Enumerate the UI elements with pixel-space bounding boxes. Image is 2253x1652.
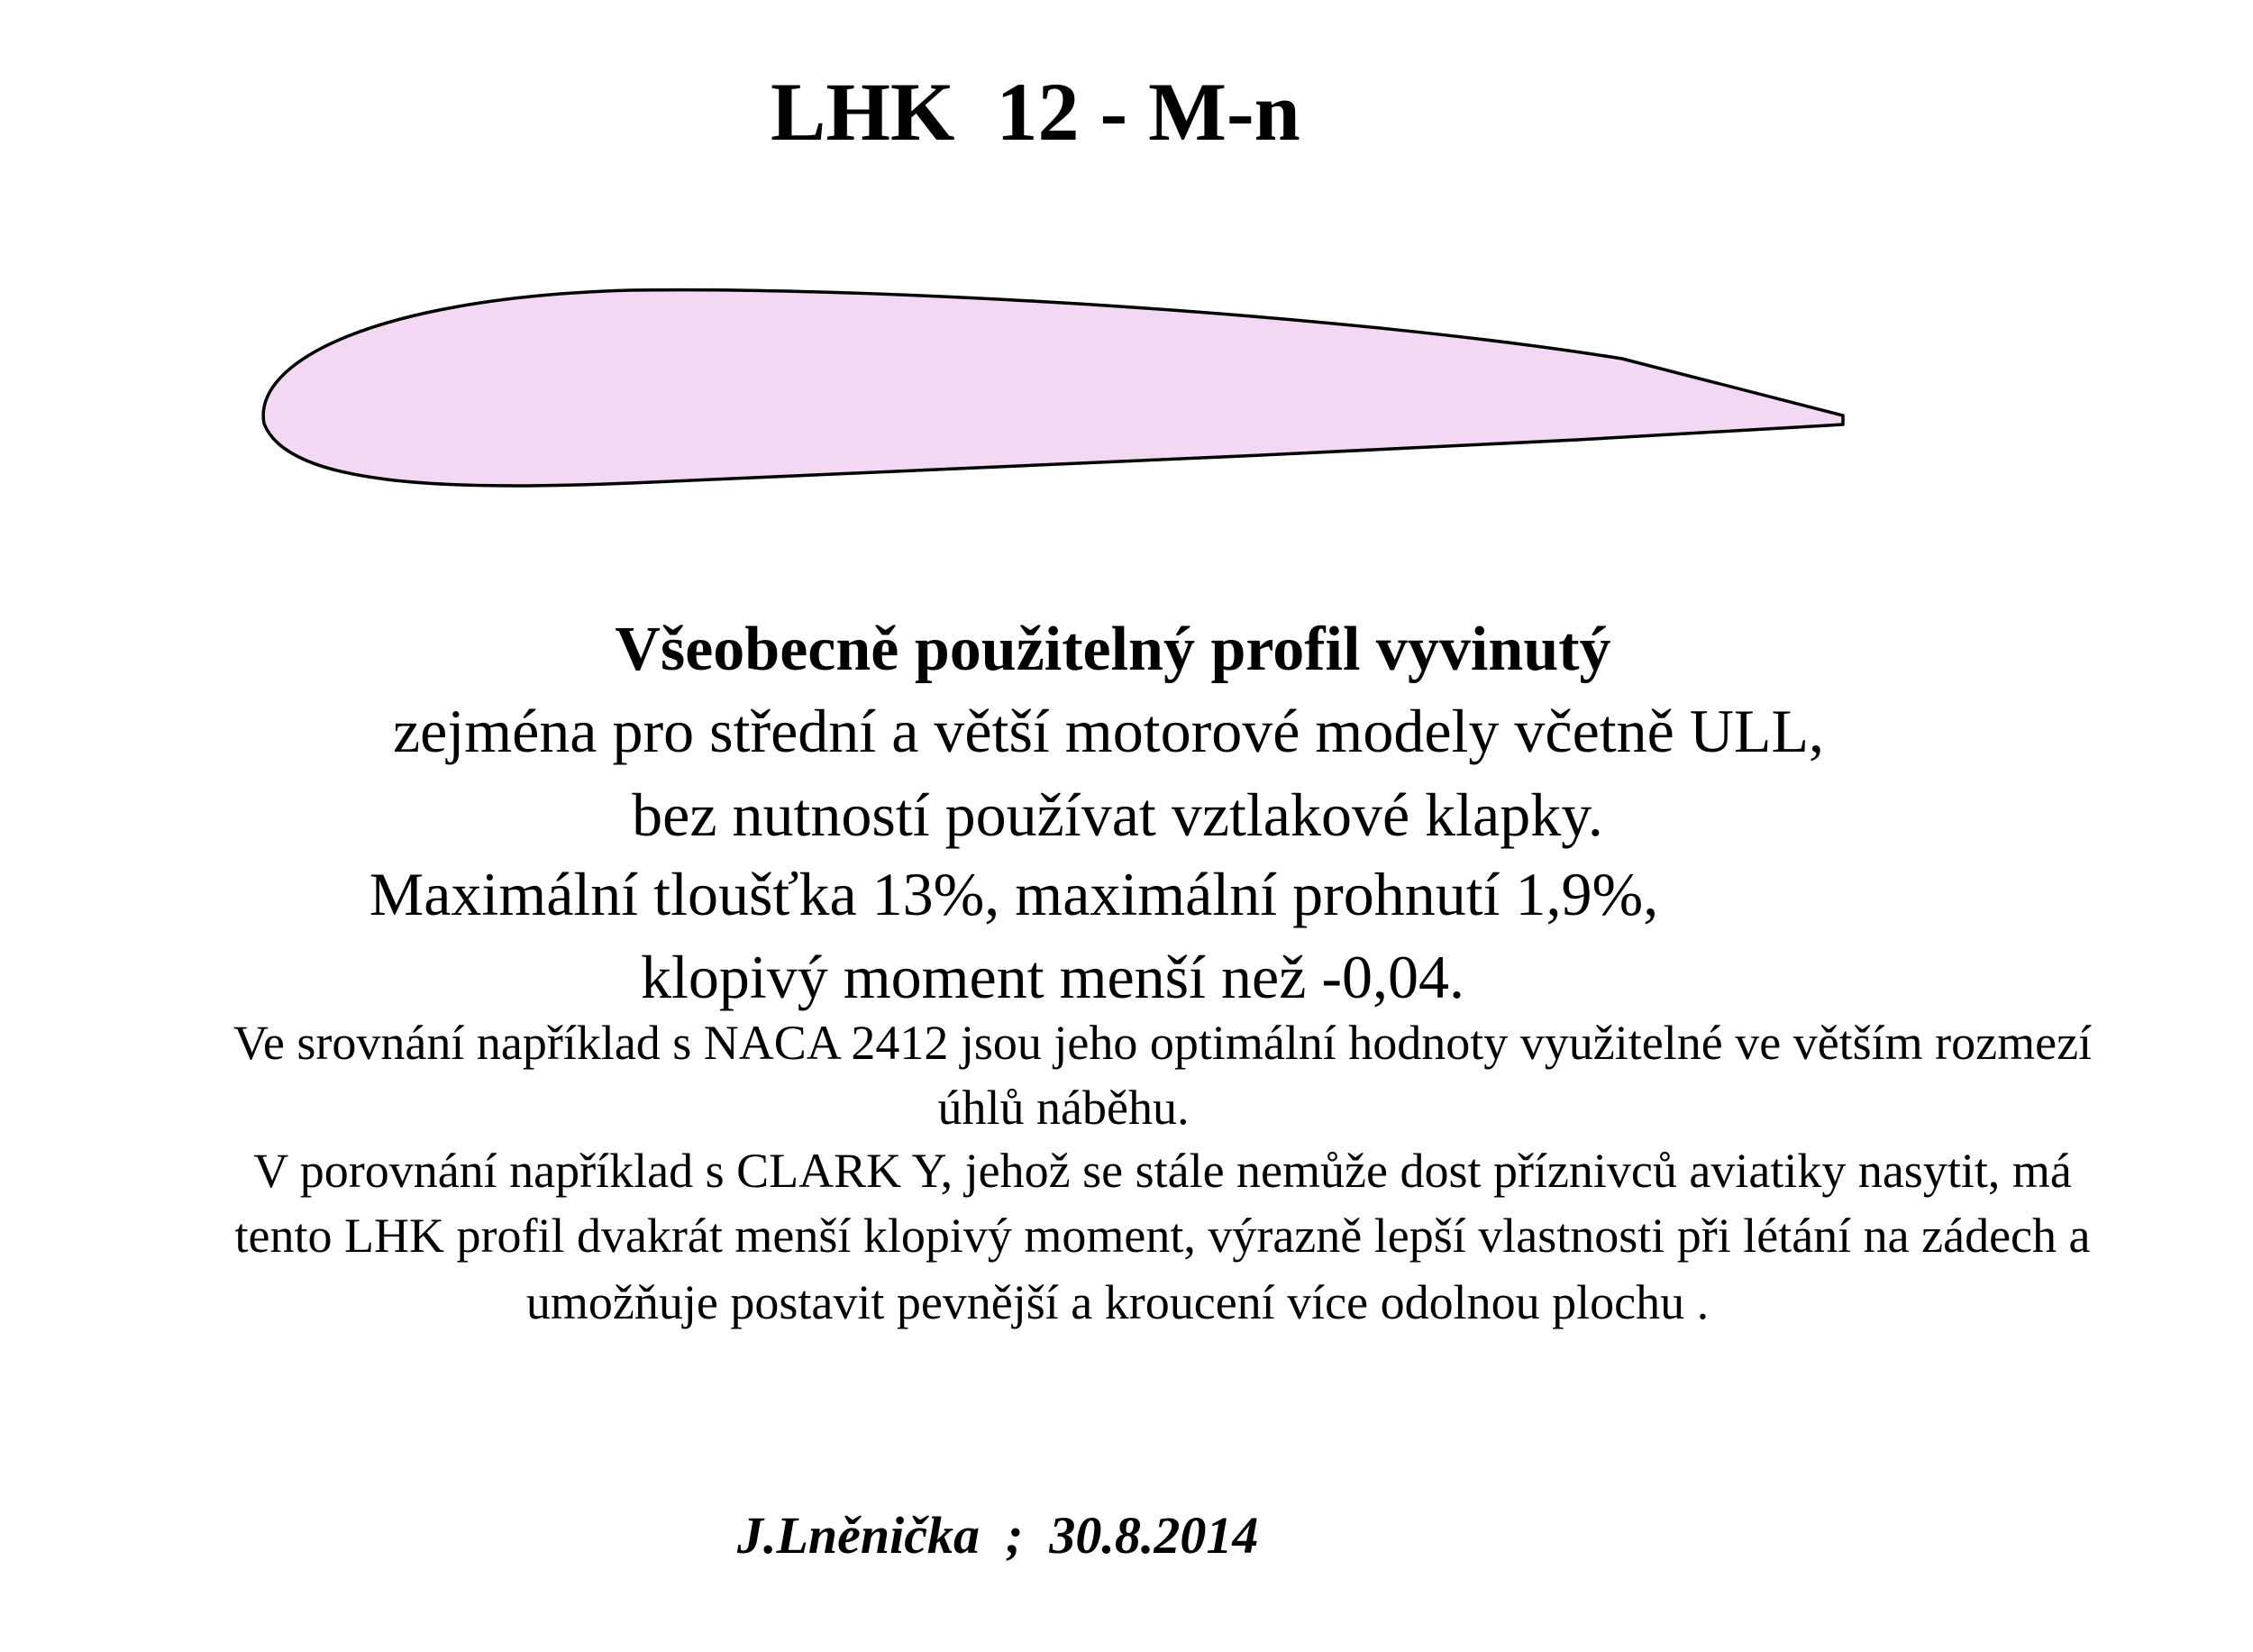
author-signature-date: J.Lněnička ; 30.8.2014 <box>737 1506 1259 1565</box>
comparison-line: Ve srovnání například s NACA 2412 jsou jeho optimální hodnoty využitelné ve větším rozmezí <box>233 1016 2093 1070</box>
description-line: Maximální tloušťka 13%, maximální prohnutí 1,9%, <box>369 860 1659 928</box>
description-line: bez nutností používat vztlakové klapky. <box>632 780 1603 849</box>
description-line: klopivý moment menší než -0,04. <box>640 943 1465 1011</box>
airfoil-profile-drawing <box>0 0 2253 541</box>
airfoil-profile-shape <box>263 290 1843 486</box>
comparison-line: umožňuje postavit pevnější a kroucení více odolnou plochu . <box>525 1275 1710 1329</box>
comparison-line: tento LHK profil dvakrát menší klopivý moment, výrazně lepší vlastnosti při létání na zádech a <box>234 1209 2091 1263</box>
comparison-line: úhlů náběhu. <box>937 1081 1190 1135</box>
page-title: LHK 12 - M-n <box>771 66 1300 158</box>
comparison-line: V porovnání například s CLARK Y, jehož se stále nemůže dost příznivců aviatiky nasytit, má <box>253 1144 2072 1198</box>
description-headline: Všeobecně použitelný profil vyvinutý <box>615 615 1611 684</box>
description-line: zejména pro střední a větší motorové modely včetně ULL, <box>392 697 1825 765</box>
